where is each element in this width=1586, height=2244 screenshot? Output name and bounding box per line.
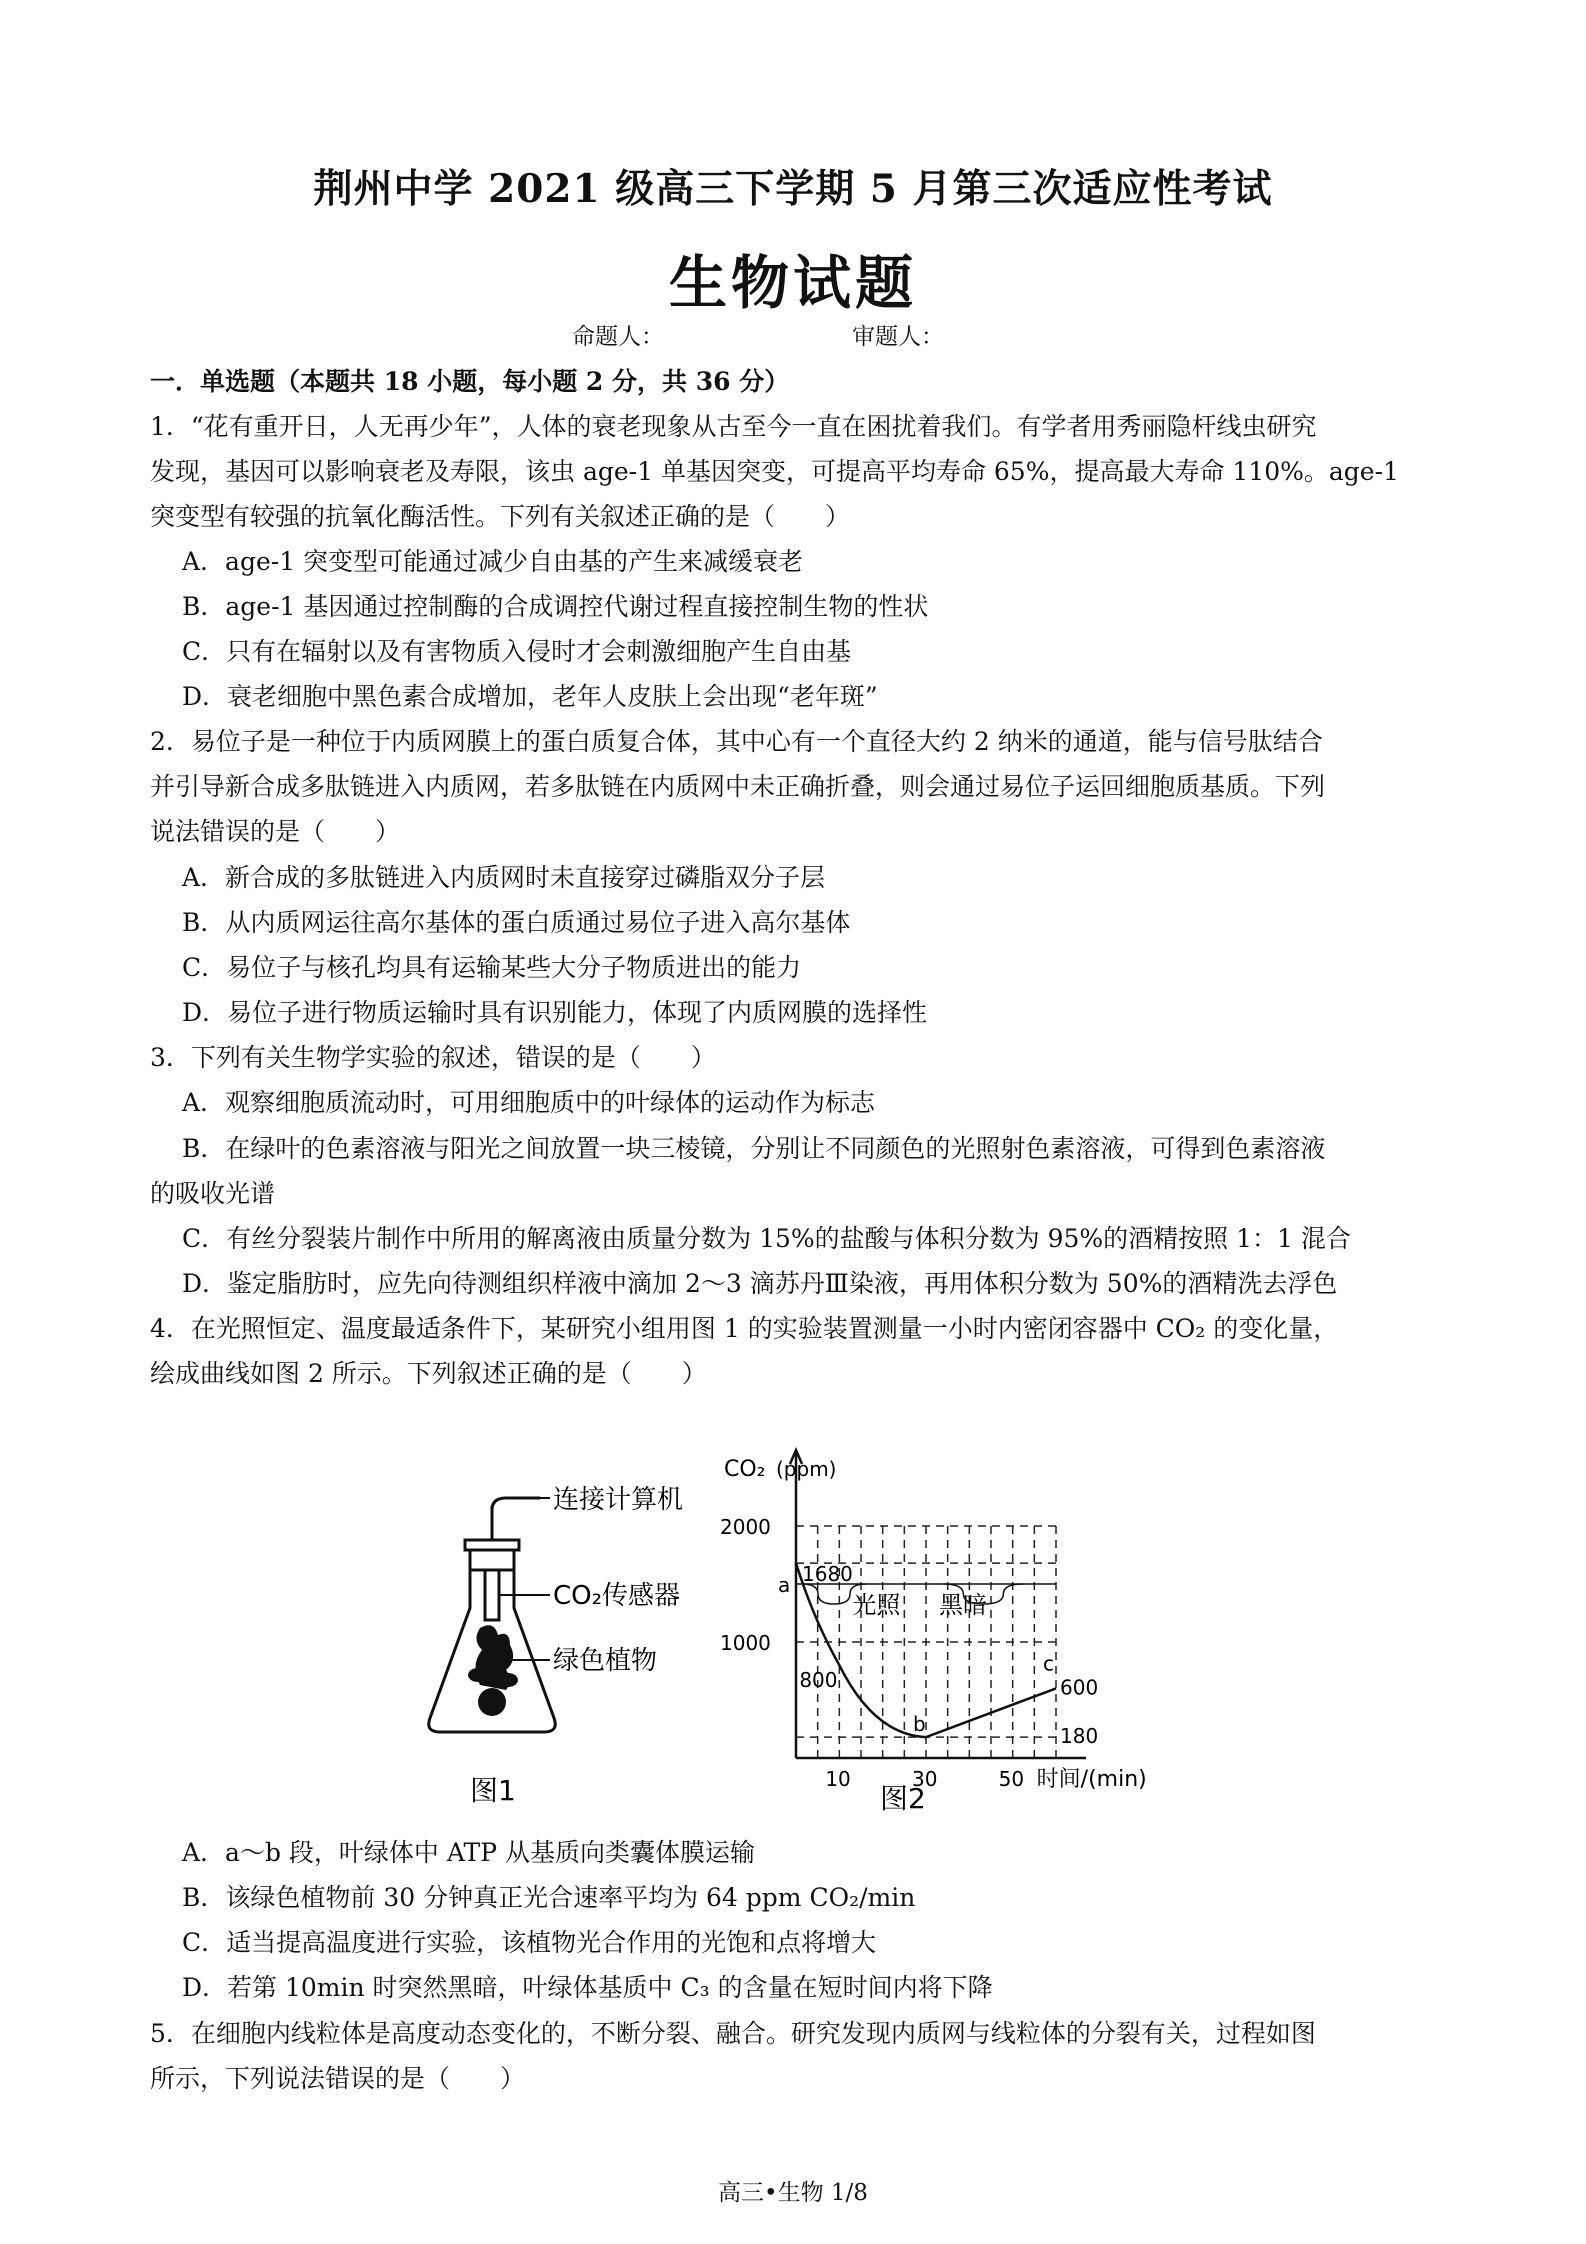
q1-option: A．age-1 突变型可能通过减少自由基的产生来减缓衰老 bbox=[182, 547, 804, 576]
q4-option: A．a～b 段，叶绿体中 ATP 从基质向类囊体膜运输 bbox=[182, 1838, 755, 1867]
y-tick: 1000 bbox=[720, 1631, 771, 1655]
q4-option: D．若第 10min 时突然黑暗，叶绿体基质中 C₃ 的含量在短时间内将下降 bbox=[182, 1973, 993, 2002]
q2-option: A．新合成的多肽链进入内质网时未直接穿过磷脂双分子层 bbox=[182, 863, 826, 892]
q1-stem-line: 突变型有较强的抗氧化酶活性。下列有关叙述正确的是（ ） bbox=[150, 502, 851, 531]
chart-plot bbox=[720, 1450, 1147, 1815]
q3-stem-line: 3．下列有关生物学实验的叙述，错误的是（ ） bbox=[150, 1043, 716, 1072]
q1-option: D．衰老细胞中黑色素合成增加，老年人皮肤上会出现“老年斑” bbox=[182, 682, 878, 711]
q2-option: B．从内质网运往高尔基体的蛋白质通过易位子进入高尔基体 bbox=[182, 908, 851, 937]
value-label-1680: 1680 bbox=[802, 1562, 853, 1587]
q2-stem-line: 并引导新合成多肽链进入内质网，若多肽链在内质网中未正确折叠，则会通过易位子运回细胞质基质。下列 bbox=[150, 772, 1326, 801]
value-label-800: 800 bbox=[799, 1668, 838, 1693]
q3-option: B．在绿叶的色素溶液与阳光之间放置一块三棱镜，分别让不同颜色的光照射色素溶液，可得到色素溶液 bbox=[182, 1134, 1326, 1163]
q1-stem-line: 1．“花有重开日，人无再少年”，人体的衰老现象从古至今一直在困扰着我们。有学者用秀丽隐杆线虫研究 bbox=[150, 412, 1317, 441]
section-title: 一．单选题（本题共 18 小题，每小题 2 分，共 36 分） bbox=[150, 367, 790, 396]
period-label-dark: 黑暗 bbox=[939, 1591, 987, 1619]
q1-stem-line: 发现，基因可以影响衰老及寿限，该虫 age-1 单基因突变，可提高平均寿命 65%，提高最大寿命 110%。age-1 bbox=[150, 457, 1399, 486]
q2-option: D．易位子进行物质运输时具有识别能力，体现了内质网膜的选择性 bbox=[182, 998, 928, 1027]
fig1-label-plant: 绿色植物 bbox=[553, 1646, 658, 1676]
q3-option: A．观察细胞质流动时，可用细胞质中的叶绿体的运动作为标志 bbox=[182, 1088, 876, 1117]
x-tick: 30 bbox=[912, 1767, 938, 1791]
q3-option: C．有丝分裂装片制作中所用的解离液由质量分数为 15%的盐酸与体积分数为 95%的酒精按照 1：1 混合 bbox=[182, 1224, 1351, 1253]
exam-title: 荆州中学 2021 级高三下学期 5 月第三次适应性考试 bbox=[313, 166, 1273, 212]
q2-stem-line: 2．易位子是一种位于内质网膜上的蛋白质复合体，其中心有一个直径大约 2 纳米的通道，能与信号肽结合 bbox=[150, 727, 1323, 756]
q1-option: C．只有在辐射以及有害物质入侵时才会刺激细胞产生自由基 bbox=[182, 637, 852, 666]
y-unit: (ppm) bbox=[776, 1457, 837, 1481]
q4-stem-line: 4．在光照恒定、温度最适条件下，某研究小组用图 1 的实验装置测量一小时内密闭容器中 CO₂ 的变化量， bbox=[150, 1314, 1339, 1343]
q4-stem-line: 绘成曲线如图 2 所示。下列叙述正确的是（ ） bbox=[150, 1359, 707, 1388]
q5-stem-line: 5．在细胞内线粒体是高度动态变化的，不断分裂、融合。研究发现内质网与线粒体的分裂有关，过程如图 bbox=[150, 2019, 1316, 2048]
q5-stem-line: 所示，下列说法错误的是（ ） bbox=[150, 2064, 526, 2093]
value-label-600: 600 bbox=[1060, 1675, 1099, 1700]
q1-option: B．age-1 基因通过控制酶的合成调控代谢过程直接控制生物的性状 bbox=[182, 592, 929, 621]
reviewer-label: 审题人： bbox=[852, 324, 944, 350]
x-tick: 50 bbox=[998, 1767, 1025, 1791]
y-label: CO₂ bbox=[724, 1457, 766, 1482]
fig1-label-sensor: CO₂传感器 bbox=[553, 1581, 681, 1611]
plant-icon bbox=[468, 1625, 518, 1716]
q4-option: C．适当提高温度进行实验，该植物光合作用的光饱和点将增大 bbox=[182, 1928, 877, 1957]
q2-option: C．易位子与核孔均具有运输某些大分子物质进出的能力 bbox=[182, 953, 802, 982]
point-label-c: c bbox=[1043, 1651, 1054, 1676]
fig1-label-computer: 连接计算机 bbox=[553, 1485, 684, 1515]
fig1-caption: 图1 bbox=[470, 1774, 516, 1807]
fig2-caption: 图2 bbox=[880, 1782, 926, 1815]
q4-option: B．该绿色植物前 30 分钟真正光合速率平均为 64 ppm CO₂/min bbox=[182, 1883, 916, 1912]
y-tick: 2000 bbox=[720, 1515, 771, 1539]
x-label: 时间/(min) bbox=[1036, 1767, 1147, 1792]
point-label-b: b bbox=[913, 1712, 926, 1737]
point-label-a: a bbox=[778, 1573, 791, 1597]
period-label-light: 光照 bbox=[852, 1591, 901, 1619]
q3-option-cont: 的吸收光谱 bbox=[150, 1179, 276, 1208]
figure-1-flask bbox=[410, 1470, 730, 1820]
subject-title: 生物试题 bbox=[668, 249, 917, 317]
value-label-180: 180 bbox=[1060, 1724, 1099, 1749]
q2-stem-line: 说法错误的是（ ） bbox=[150, 817, 401, 846]
q3-option: D．鉴定脂肪时，应先向待测组织样液中滴加 2～3 滴苏丹Ⅲ染液，再用体积分数为 50%的酒精洗去浮色 bbox=[182, 1269, 1338, 1298]
figure-2-chart bbox=[720, 1440, 1180, 1820]
setter-label: 命题人： bbox=[572, 324, 664, 350]
x-tick: 10 bbox=[825, 1767, 851, 1791]
page-footer: 高三•生物 1/8 bbox=[718, 2180, 868, 2206]
